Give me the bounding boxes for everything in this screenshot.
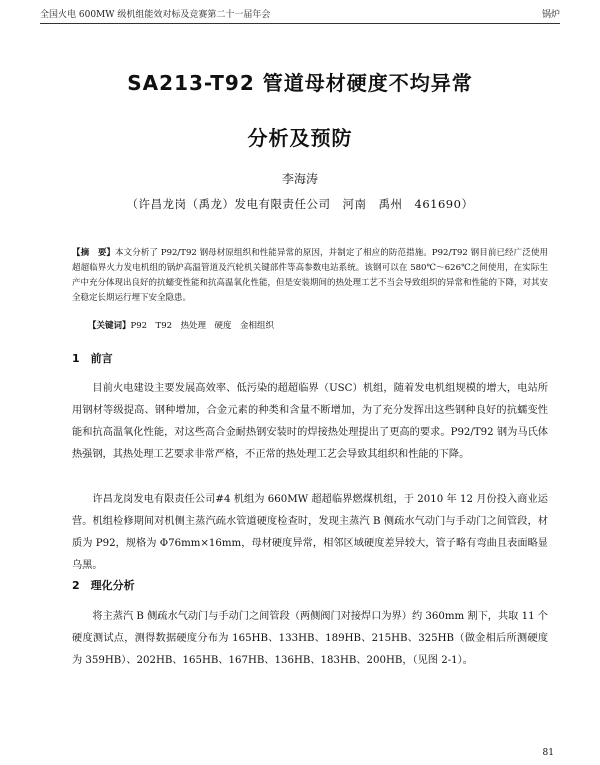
paper-title-line-1: SA213-T92 管道母材硬度不均异常 xyxy=(127,71,473,95)
section-heading-introduction: 1 前言 xyxy=(72,352,113,365)
abstract-text: 本文分析了 P92/T92 钢母材原组织和性能异常的原因，并制定了相应的防范措施。P92/T92 钢目前已经广泛使用超超临界火力发电机组的锅炉高温管道及汽轮机关键部件等高参数电站系统。该钢可以在 580℃～626℃之间使用，在实际生产中充分体现出良好的抗蠕变性能和抗高温氧化性能，但是安装期间的热处理工艺不当会导致组织的异常和性能的下降，对其安全稳定长期运行埋下安全隐患。 xyxy=(72,248,549,303)
running-header xyxy=(40,7,560,24)
page-number: 81 xyxy=(542,748,554,758)
paragraph-introduction-1: 目前火电建设主要发展高效率、低污染的超超临界（USC）机组，随着发电机组规模的增大，电站所用钢材等级提高、钢种增加，合金元素的种类和含量不断增加，为了充分发挥出这些钢种良好的抗蠕变性能和抗高温氧化性能，对这些高合金耐热钢安装时的焊接热处理提出了更高的要求。P92/T92 钢为马氏体热强钢，其热处理工艺要求非常严格，不正常的热处理工艺会导致其组织和性能的下降。 xyxy=(72,383,548,460)
author-affiliation: （许昌龙岗（禹龙）发电有限责任公司 河南 禹州 461690） xyxy=(126,197,474,211)
author-name: 李海涛 xyxy=(281,172,318,186)
paper-title-line-2: 分析及预防 xyxy=(247,126,353,150)
keywords-text: P92 T92 热处理 硬度 金相组织 xyxy=(130,321,275,331)
abstract-label: 【摘 要】 xyxy=(72,248,116,258)
keywords-block xyxy=(88,319,548,333)
paragraph-analysis-1: 将主蒸汽 B 侧疏水气动门与手动门之间管段（两侧阀门对接焊口为界）约 360mm 割下，共取 11 个硬度测试点，测得数据硬度分布为 165HB、133HB、189HB、215HB、325HB（做金相后所测硬度为 359HB）、202HB、165HB、167HB、136HB、183HB、200HB，（见图 2-1）。 xyxy=(72,611,548,666)
header-section-label: 锅炉 xyxy=(541,10,560,20)
section-heading-analysis: 2 理化分析 xyxy=(72,579,135,592)
keywords-label: 【关键词】 xyxy=(88,321,131,331)
paragraph-introduction-2: 许昌龙岗发电有限责任公司#4 机组为 660MW 超超临界燃煤机组，于 2010 年 12 月份投入商业运营。机组检修期间对机侧主蒸汽疏水管道硬度检查时，发现主蒸汽 B 侧疏水气动门与手动门之间管段，材质为 P92，规格为 Φ76mm×16mm，母材硬度异常，相邻区域硬度差异较大，管子略有弯曲且表面略显乌黑。 xyxy=(72,494,548,571)
abstract-block xyxy=(72,246,548,306)
header-proceedings-title: 全国火电 600MW 级机组能效对标及竞赛第二十一届年会 xyxy=(40,10,271,20)
